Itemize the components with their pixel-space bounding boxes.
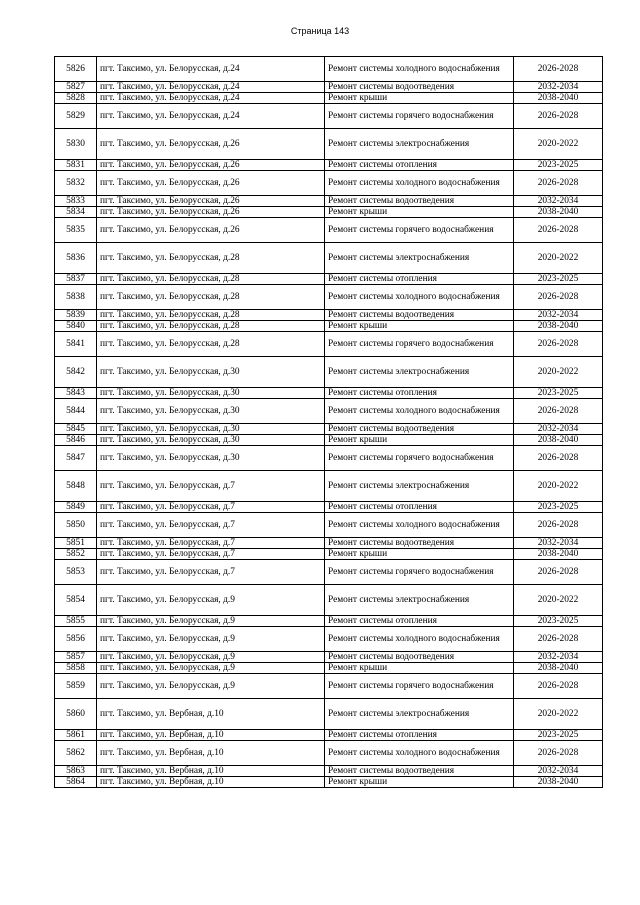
period-cell: 2026-2028 xyxy=(514,627,603,652)
table-row xyxy=(55,129,603,160)
address-cell: пгт. Таксимо, ул. Вербная, д.10 xyxy=(97,777,325,788)
row-number: 5828 xyxy=(55,93,97,104)
table-row xyxy=(55,357,603,388)
period-cell: 2023-2025 xyxy=(514,274,603,285)
address-cell: пгт. Таксимо, ул. Белорусская, д.24 xyxy=(97,93,325,104)
repair-schedule-table xyxy=(54,56,603,788)
table-row xyxy=(55,446,603,471)
address-cell: пгт. Таксимо, ул. Белорусская, д.7 xyxy=(97,502,325,513)
address-cell: пгт. Таксимо, ул. Белорусская, д.28 xyxy=(97,332,325,357)
work-type-cell: Ремонт крыши xyxy=(325,321,514,332)
period-cell: 2038-2040 xyxy=(514,93,603,104)
address-cell: пгт. Таксимо, ул. Белорусская, д.24 xyxy=(97,82,325,93)
period-cell: 2038-2040 xyxy=(514,321,603,332)
period-cell: 2023-2025 xyxy=(514,730,603,741)
table-row xyxy=(55,652,603,663)
address-cell: пгт. Таксимо, ул. Вербная, д.10 xyxy=(97,766,325,777)
period-cell: 2020-2022 xyxy=(514,471,603,502)
period-cell: 2023-2025 xyxy=(514,388,603,399)
row-number: 5832 xyxy=(55,171,97,196)
work-type-cell: Ремонт системы холодного водоснабжения xyxy=(325,57,514,82)
address-cell: пгт. Таксимо, ул. Белорусская, д.28 xyxy=(97,274,325,285)
address-cell: пгт. Таксимо, ул. Белорусская, д.26 xyxy=(97,207,325,218)
work-type-cell: Ремонт системы электроснабжения xyxy=(325,243,514,274)
work-type-cell: Ремонт системы электроснабжения xyxy=(325,471,514,502)
row-number: 5846 xyxy=(55,435,97,446)
table-row xyxy=(55,777,603,788)
table-row xyxy=(55,560,603,585)
table-row xyxy=(55,218,603,243)
table-row xyxy=(55,171,603,196)
row-number: 5863 xyxy=(55,766,97,777)
address-cell: пгт. Таксимо, ул. Белорусская, д.30 xyxy=(97,388,325,399)
period-cell: 2026-2028 xyxy=(514,674,603,699)
period-cell: 2026-2028 xyxy=(514,399,603,424)
period-cell: 2026-2028 xyxy=(514,560,603,585)
address-cell: пгт. Таксимо, ул. Белорусская, д.9 xyxy=(97,652,325,663)
row-number: 5845 xyxy=(55,424,97,435)
row-number: 5858 xyxy=(55,663,97,674)
row-number: 5860 xyxy=(55,699,97,730)
work-type-cell: Ремонт системы отопления xyxy=(325,160,514,171)
table-row xyxy=(55,207,603,218)
address-cell: пгт. Таксимо, ул. Вербная, д.10 xyxy=(97,730,325,741)
period-cell: 2026-2028 xyxy=(514,513,603,538)
row-number: 5850 xyxy=(55,513,97,538)
work-type-cell: Ремонт крыши xyxy=(325,663,514,674)
period-cell: 2020-2022 xyxy=(514,699,603,730)
table-row xyxy=(55,274,603,285)
address-cell: пгт. Таксимо, ул. Белорусская, д.26 xyxy=(97,129,325,160)
row-number: 5841 xyxy=(55,332,97,357)
period-cell: 2023-2025 xyxy=(514,502,603,513)
address-cell: пгт. Таксимо, ул. Белорусская, д.7 xyxy=(97,538,325,549)
table-row xyxy=(55,663,603,674)
address-cell: пгт. Таксимо, ул. Белорусская, д.26 xyxy=(97,171,325,196)
row-number: 5843 xyxy=(55,388,97,399)
table-row xyxy=(55,513,603,538)
period-cell: 2032-2034 xyxy=(514,310,603,321)
address-cell: пгт. Таксимо, ул. Белорусская, д.24 xyxy=(97,57,325,82)
table-row xyxy=(55,674,603,699)
table-row xyxy=(55,321,603,332)
address-cell: пгт. Таксимо, ул. Белорусская, д.30 xyxy=(97,424,325,435)
table-row xyxy=(55,424,603,435)
work-type-cell: Ремонт системы водоотведения xyxy=(325,538,514,549)
period-cell: 2032-2034 xyxy=(514,652,603,663)
work-type-cell: Ремонт системы электроснабжения xyxy=(325,357,514,388)
period-cell: 2020-2022 xyxy=(514,357,603,388)
work-type-cell: Ремонт системы электроснабжения xyxy=(325,585,514,616)
work-type-cell: Ремонт системы холодного водоснабжения xyxy=(325,171,514,196)
period-cell: 2026-2028 xyxy=(514,218,603,243)
period-cell: 2032-2034 xyxy=(514,766,603,777)
row-number: 5861 xyxy=(55,730,97,741)
table-row xyxy=(55,57,603,82)
work-type-cell: Ремонт системы отопления xyxy=(325,502,514,513)
address-cell: пгт. Таксимо, ул. Белорусская, д.28 xyxy=(97,285,325,310)
row-number: 5839 xyxy=(55,310,97,321)
row-number: 5864 xyxy=(55,777,97,788)
row-number: 5826 xyxy=(55,57,97,82)
table-row xyxy=(55,730,603,741)
address-cell: пгт. Таксимо, ул. Белорусская, д.7 xyxy=(97,513,325,538)
address-cell: пгт. Таксимо, ул. Белорусская, д.26 xyxy=(97,160,325,171)
table-row xyxy=(55,585,603,616)
address-cell: пгт. Таксимо, ул. Вербная, д.10 xyxy=(97,741,325,766)
row-number: 5827 xyxy=(55,82,97,93)
table-row xyxy=(55,243,603,274)
address-cell: пгт. Таксимо, ул. Белорусская, д.7 xyxy=(97,471,325,502)
period-cell: 2032-2034 xyxy=(514,196,603,207)
row-number: 5847 xyxy=(55,446,97,471)
work-type-cell: Ремонт системы холодного водоснабжения xyxy=(325,399,514,424)
period-cell: 2023-2025 xyxy=(514,616,603,627)
period-cell: 2020-2022 xyxy=(514,585,603,616)
table-row xyxy=(55,538,603,549)
period-cell: 2026-2028 xyxy=(514,446,603,471)
work-type-cell: Ремонт системы горячего водоснабжения xyxy=(325,104,514,129)
work-type-cell: Ремонт системы холодного водоснабжения xyxy=(325,741,514,766)
table-row xyxy=(55,616,603,627)
table-row xyxy=(55,93,603,104)
work-type-cell: Ремонт системы горячего водоснабжения xyxy=(325,446,514,471)
row-number: 5855 xyxy=(55,616,97,627)
period-cell: 2020-2022 xyxy=(514,243,603,274)
row-number: 5837 xyxy=(55,274,97,285)
address-cell: пгт. Таксимо, ул. Белорусская, д.28 xyxy=(97,243,325,274)
table-row xyxy=(55,766,603,777)
table-row xyxy=(55,285,603,310)
period-cell: 2032-2034 xyxy=(514,538,603,549)
page-number: Страница 143 xyxy=(290,26,350,36)
table-row xyxy=(55,160,603,171)
work-type-cell: Ремонт системы отопления xyxy=(325,274,514,285)
period-cell: 2038-2040 xyxy=(514,435,603,446)
period-cell: 2026-2028 xyxy=(514,104,603,129)
row-number: 5853 xyxy=(55,560,97,585)
table-row xyxy=(55,388,603,399)
work-type-cell: Ремонт системы отопления xyxy=(325,730,514,741)
work-type-cell: Ремонт крыши xyxy=(325,435,514,446)
work-type-cell: Ремонт системы горячего водоснабжения xyxy=(325,218,514,243)
table-row xyxy=(55,627,603,652)
table-row xyxy=(55,104,603,129)
table-body xyxy=(55,57,603,788)
table-row xyxy=(55,332,603,357)
address-cell: пгт. Таксимо, ул. Белорусская, д.9 xyxy=(97,585,325,616)
work-type-cell: Ремонт крыши xyxy=(325,93,514,104)
work-type-cell: Ремонт системы холодного водоснабжения xyxy=(325,627,514,652)
table-row xyxy=(55,471,603,502)
address-cell: пгт. Таксимо, ул. Белорусская, д.30 xyxy=(97,446,325,471)
work-type-cell: Ремонт системы электроснабжения xyxy=(325,699,514,730)
period-cell: 2026-2028 xyxy=(514,285,603,310)
period-cell: 2038-2040 xyxy=(514,549,603,560)
work-type-cell: Ремонт крыши xyxy=(325,207,514,218)
address-cell: пгт. Таксимо, ул. Белорусская, д.26 xyxy=(97,196,325,207)
row-number: 5844 xyxy=(55,399,97,424)
period-cell: 2026-2028 xyxy=(514,332,603,357)
period-cell: 2026-2028 xyxy=(514,741,603,766)
address-cell: пгт. Таксимо, ул. Белорусская, д.24 xyxy=(97,104,325,129)
row-number: 5830 xyxy=(55,129,97,160)
work-type-cell: Ремонт системы отопления xyxy=(325,388,514,399)
period-cell: 2032-2034 xyxy=(514,82,603,93)
address-cell: пгт. Таксимо, ул. Вербная, д.10 xyxy=(97,699,325,730)
address-cell: пгт. Таксимо, ул. Белорусская, д.7 xyxy=(97,560,325,585)
address-cell: пгт. Таксимо, ул. Белорусская, д.28 xyxy=(97,310,325,321)
row-number: 5852 xyxy=(55,549,97,560)
period-cell: 2038-2040 xyxy=(514,663,603,674)
row-number: 5851 xyxy=(55,538,97,549)
row-number: 5835 xyxy=(55,218,97,243)
row-number: 5849 xyxy=(55,502,97,513)
row-number: 5848 xyxy=(55,471,97,502)
address-cell: пгт. Таксимо, ул. Белорусская, д.9 xyxy=(97,616,325,627)
work-type-cell: Ремонт крыши xyxy=(325,777,514,788)
address-cell: пгт. Таксимо, ул. Белорусская, д.28 xyxy=(97,321,325,332)
row-number: 5857 xyxy=(55,652,97,663)
work-type-cell: Ремонт системы водоотведения xyxy=(325,82,514,93)
address-cell: пгт. Таксимо, ул. Белорусская, д.30 xyxy=(97,357,325,388)
row-number: 5862 xyxy=(55,741,97,766)
period-cell: 2038-2040 xyxy=(514,777,603,788)
table-row xyxy=(55,502,603,513)
row-number: 5856 xyxy=(55,627,97,652)
row-number: 5836 xyxy=(55,243,97,274)
address-cell: пгт. Таксимо, ул. Белорусская, д.30 xyxy=(97,435,325,446)
work-type-cell: Ремонт системы отопления xyxy=(325,616,514,627)
row-number: 5831 xyxy=(55,160,97,171)
table-row xyxy=(55,310,603,321)
work-type-cell: Ремонт системы горячего водоснабжения xyxy=(325,332,514,357)
period-cell: 2032-2034 xyxy=(514,424,603,435)
work-type-cell: Ремонт системы горячего водоснабжения xyxy=(325,674,514,699)
work-type-cell: Ремонт системы холодного водоснабжения xyxy=(325,285,514,310)
period-cell: 2026-2028 xyxy=(514,171,603,196)
work-type-cell: Ремонт системы водоотведения xyxy=(325,424,514,435)
period-cell: 2020-2022 xyxy=(514,129,603,160)
period-cell: 2038-2040 xyxy=(514,207,603,218)
work-type-cell: Ремонт системы водоотведения xyxy=(325,766,514,777)
table-row xyxy=(55,741,603,766)
address-cell: пгт. Таксимо, ул. Белорусская, д.30 xyxy=(97,399,325,424)
address-cell: пгт. Таксимо, ул. Белорусская, д.9 xyxy=(97,663,325,674)
table-row xyxy=(55,196,603,207)
work-type-cell: Ремонт системы холодного водоснабжения xyxy=(325,513,514,538)
row-number: 5842 xyxy=(55,357,97,388)
work-type-cell: Ремонт системы горячего водоснабжения xyxy=(325,560,514,585)
row-number: 5833 xyxy=(55,196,97,207)
table-row xyxy=(55,549,603,560)
row-number: 5859 xyxy=(55,674,97,699)
period-cell: 2026-2028 xyxy=(514,57,603,82)
row-number: 5829 xyxy=(55,104,97,129)
table-row xyxy=(55,435,603,446)
table-row xyxy=(55,699,603,730)
work-type-cell: Ремонт системы электроснабжения xyxy=(325,129,514,160)
work-type-cell: Ремонт системы водоотведения xyxy=(325,652,514,663)
address-cell: пгт. Таксимо, ул. Белорусская, д.26 xyxy=(97,218,325,243)
period-cell: 2023-2025 xyxy=(514,160,603,171)
row-number: 5838 xyxy=(55,285,97,310)
row-number: 5854 xyxy=(55,585,97,616)
table-row xyxy=(55,399,603,424)
work-type-cell: Ремонт системы водоотведения xyxy=(325,310,514,321)
table-row xyxy=(55,82,603,93)
row-number: 5834 xyxy=(55,207,97,218)
work-type-cell: Ремонт крыши xyxy=(325,549,514,560)
row-number: 5840 xyxy=(55,321,97,332)
work-type-cell: Ремонт системы водоотведения xyxy=(325,196,514,207)
address-cell: пгт. Таксимо, ул. Белорусская, д.9 xyxy=(97,674,325,699)
address-cell: пгт. Таксимо, ул. Белорусская, д.7 xyxy=(97,549,325,560)
address-cell: пгт. Таксимо, ул. Белорусская, д.9 xyxy=(97,627,325,652)
